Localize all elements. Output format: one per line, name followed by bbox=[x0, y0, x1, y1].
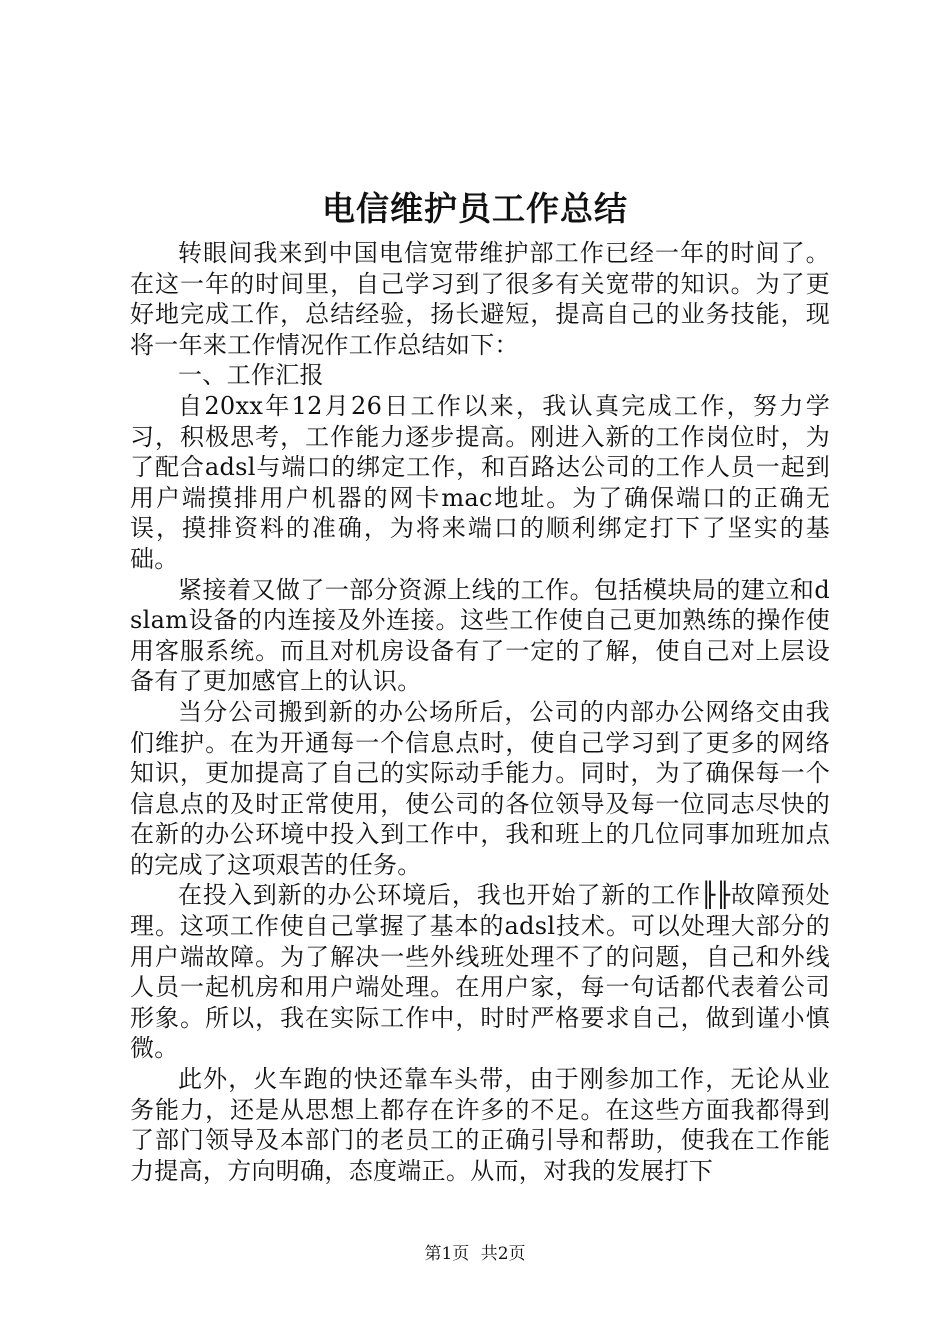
document-title: 电信维护员工作总结 bbox=[322, 189, 628, 228]
section-heading-work-report: 一、工作汇报 bbox=[178, 361, 324, 390]
paragraph-intro: 转眼间我来到中国电信宽带维护部工作已经一年的时间了。在这一年的时间里，自己学习到了很多有关宽带的知识。为了更好地完成工作，总结经验，扬长避短，提高自己的业务技能，现将一年来工作情况作工作总结如下： bbox=[130, 239, 830, 359]
page-number: 第1页 bbox=[424, 1244, 470, 1264]
paragraph-work-start: 自20xx年12月26日工作以来，我认真完成工作，努力学习，积极思考，工作能力逐步提高。刚进入新的工作岗位时，为了配合adsl与端口的绑定工作，和百路达公司的工作人员一起到用户端摸排用户机器的网卡mac地址。为了确保端口的正确无误，摸排资料的准确，为将来端口的顺利绑定打下了坚实的基础。 bbox=[130, 391, 830, 573]
document-body bbox=[130, 238, 830, 1186]
paragraph-office-network: 当分公司搬到新的办公场所后，公司的内部办公网络交由我们维护。在为开通每一个信息点时，使自己学习到了更多的网络知识，更加提高了自己的实际动手能力。同时，为了确保每一个信息点的及时正常使用，使公司的各位领导及每一位同志尽快的在新的办公环境中投入到工作中，我和班上的几位同事加班加点的完成了这项艰苦的任务。 bbox=[130, 697, 830, 879]
paragraph-guidance: 此外，火车跑的快还靠车头带，由于刚参加工作，无论从业务能力，还是从思想上都存在许多的不足。在这些方面我都得到了部门领导及本部门的老员工的正确引导和帮助，使我在工作能力提高，方向明确，态度端正。从而，对我的发展打下 bbox=[130, 1065, 830, 1185]
paragraph-resource-online: 紧接着又做了一部分资源上线的工作。包括模块局的建立和dslam设备的内连接及外连接。这些工作使自己更加熟练的操作使用客服系统。而且对机房设备有了一定的了解，使自己对上层设备有了更加感官上的认识。 bbox=[130, 575, 830, 696]
page-total: 共2页 bbox=[480, 1244, 526, 1264]
page-footer bbox=[0, 1242, 950, 1266]
paragraph-fault-processing: 在投入到新的办公环境后，我也开始了新的工作╟╟故障预处理。这项工作使自己掌握了基本的adsl技术。可以处理大部分的用户端故障。为了解决一些外线班处理不了的问题，自己和外线人员一起机房和用户端处理。在用户家，每一句话都代表着公司形象。所以，我在实际工作中，时时严格要求自己，做到谨小慎微。 bbox=[130, 881, 830, 1063]
